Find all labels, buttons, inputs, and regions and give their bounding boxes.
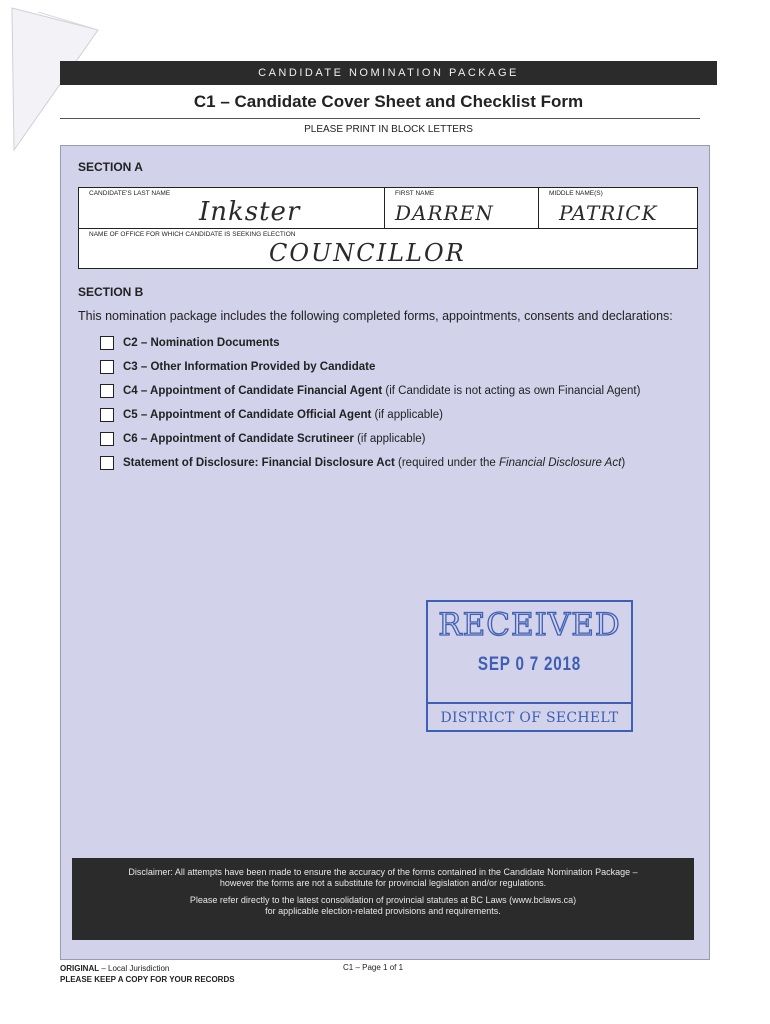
disclaimer-line-3: Please refer directly to the latest consolidation of provincial statutes at BC Laws (www.bclaws.ca) [189,895,577,905]
checklist-item-c2 [100,331,640,355]
section-b-heading: SECTION B [78,285,144,299]
stamp-heading: RECEIVED [438,607,621,643]
checkbox-c5[interactable] [100,408,114,422]
last-name-value: Inkster [199,197,301,227]
form-subtitle: PLEASE PRINT IN BLOCK LETTERS [304,124,473,135]
document-checklist [100,331,640,475]
checklist-note: (required under the [394,457,500,469]
checklist-label: C2 – Nomination Documents [123,337,280,349]
stamp-divider [428,702,631,704]
page-number: C1 – Page 1 of 1 [343,963,404,972]
checklist-item-c4 [100,379,640,403]
office-field[interactable] [79,229,697,268]
last-name-label: CANDIDATE'S LAST NAME [89,190,171,197]
last-name-field[interactable] [79,188,385,229]
checklist-label: Statement of Disclosure: Financial Disclosure Act [123,457,395,469]
checklist-note: (if applicable) [353,433,426,445]
checkbox-c4[interactable] [100,384,114,398]
disclaimer-box [72,858,694,940]
section-b-intro: This nomination package includes the following completed forms, appointments, consents and declarations: [78,309,673,323]
checklist-item-c3 [100,355,640,379]
footer-original: ORIGINAL [60,964,100,973]
candidate-name-table [78,187,698,269]
checklist-note: (if applicable) [371,409,443,421]
first-name-label: FIRST NAME [395,190,435,197]
disclaimer-line-1: All attempts have been made to ensure the accuracy of the forms contained in the Candidate Nomination Package – [172,867,638,877]
middle-name-value: PATRICK [559,201,658,225]
package-banner: CANDIDATE NOMINATION PACKAGE [60,61,717,85]
checklist-label: C4 – Appointment of Candidate Financial Agent [123,385,383,397]
checklist-note-act: Financial Disclosure Act [499,457,622,469]
office-value: COUNCILLOR [269,239,466,267]
received-stamp [426,600,633,732]
checklist-note: (if Candidate is not acting as own Financial Agent) [382,385,641,397]
checklist-item-disclosure [100,451,640,475]
checklist-item-c6 [100,427,640,451]
checkbox-c3[interactable] [100,360,114,374]
form-title: C1 – Candidate Cover Sheet and Checklist Form [193,92,584,111]
checklist-label: C6 – Appointment of Candidate Scrutineer [123,433,354,445]
footer-keep-copy: PLEASE KEEP A COPY FOR YOUR RECORDS [60,975,235,984]
middle-name-label: MIDDLE NAME(S) [549,190,603,197]
checkbox-c2[interactable] [100,336,114,350]
footer-jurisdiction: – Local Jurisdiction [99,964,170,973]
checklist-item-c5 [100,403,640,427]
middle-name-field[interactable] [539,188,697,229]
disclaimer-label: Disclaimer: [128,867,173,877]
title-divider [60,118,700,119]
first-name-value: DARREN [395,201,494,225]
first-name-field[interactable] [385,188,539,229]
office-label: NAME OF OFFICE FOR WHICH CANDIDATE IS SEEKING ELECTION [89,231,296,238]
checkbox-disclosure[interactable] [100,456,114,470]
checklist-label: C3 – Other Information Provided by Candidate [123,361,376,373]
checklist-note-end: ) [621,457,626,469]
stamp-organization: DISTRICT OF SECHELT [440,710,619,726]
disclaimer-line-4: for applicable election-related provisions and requirements. [265,906,501,916]
disclaimer-line-2: however the forms are not a substitute for provincial legislation and/or regulations. [219,878,547,888]
footer-copy-note [60,963,235,985]
checklist-label: C5 – Appointment of Candidate Official Agent [123,409,372,421]
section-a-heading: SECTION A [78,160,143,174]
checkbox-c6[interactable] [100,432,114,446]
stamp-date: SEP 0 7 2018 [477,654,582,675]
